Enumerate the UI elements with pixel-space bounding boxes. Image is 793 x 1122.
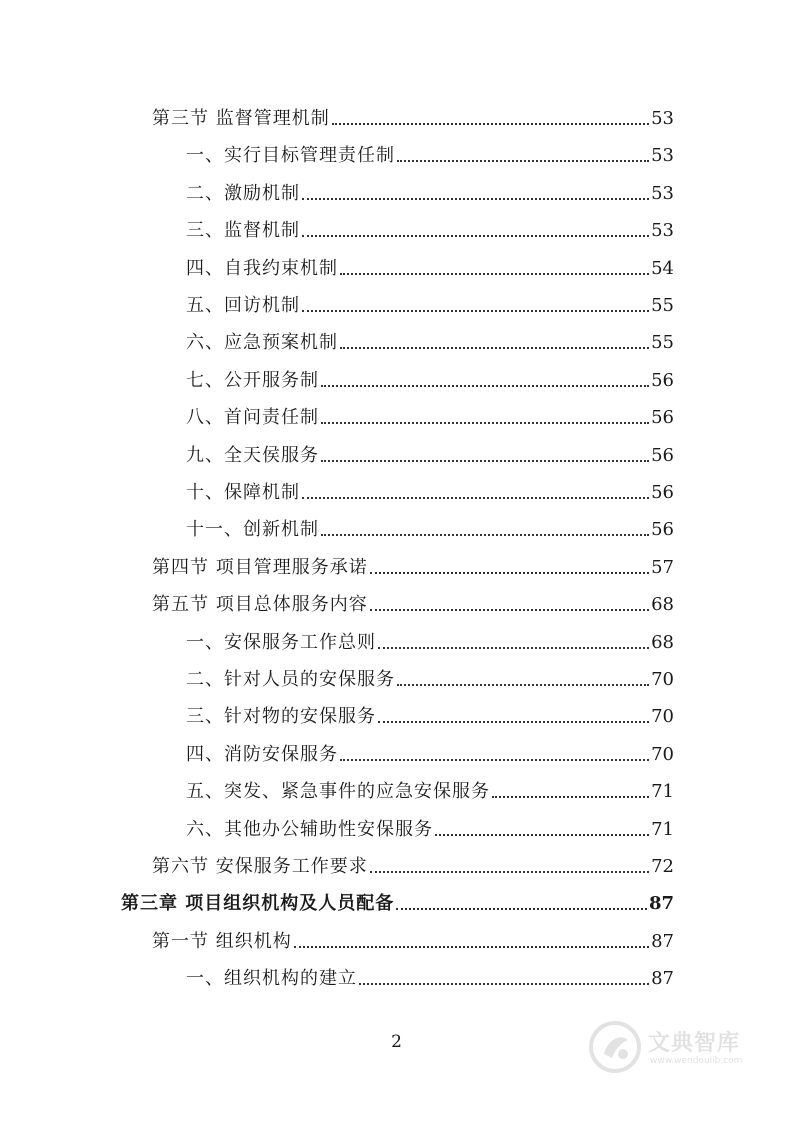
toc-dot-leader bbox=[370, 572, 649, 574]
toc-entry-label: 五、回访机制 bbox=[186, 295, 300, 316]
toc-dot-leader bbox=[378, 647, 649, 649]
toc-entry[interactable] bbox=[186, 966, 674, 992]
toc-entry-label: 第四节 项目管理服务承诺 bbox=[152, 556, 368, 578]
toc-entry[interactable] bbox=[186, 667, 674, 693]
toc-entry[interactable] bbox=[186, 293, 674, 319]
toc-entry[interactable] bbox=[186, 443, 674, 469]
toc-entry-label: 二、针对人员的安保服务 bbox=[186, 669, 395, 690]
toc-entry-page: 71 bbox=[651, 818, 674, 840]
toc-dot-leader bbox=[321, 385, 649, 387]
toc-entry-label: 四、消防安保服务 bbox=[186, 743, 338, 765]
toc-dot-leader bbox=[321, 534, 649, 536]
toc-entry[interactable] bbox=[186, 779, 674, 805]
toc-dot-leader bbox=[435, 834, 649, 836]
toc-entry-page: 55 bbox=[651, 332, 674, 354]
toc-entry-label: 三、监督机制 bbox=[186, 220, 300, 242]
toc-entry-label: 六、应急预案机制 bbox=[186, 332, 338, 354]
toc-dot-leader bbox=[397, 160, 649, 162]
toc-entry-label: 五、突发、紧急事件的应急安保服务 bbox=[186, 781, 490, 803]
toc-entry[interactable] bbox=[186, 630, 674, 656]
toc-entry[interactable] bbox=[152, 555, 674, 581]
toc-entry-label: 第六节 安保服务工作要求 bbox=[152, 856, 368, 877]
toc-entry-page: 56 bbox=[651, 369, 674, 391]
toc-entry[interactable] bbox=[186, 218, 674, 244]
toc-entry[interactable] bbox=[186, 517, 674, 543]
toc-dot-leader bbox=[370, 871, 649, 873]
toc-entry-label: 八、首问责任制 bbox=[186, 407, 319, 429]
toc-entry-page: 70 bbox=[651, 743, 674, 765]
toc-entry[interactable] bbox=[186, 368, 674, 394]
toc-entry[interactable] bbox=[186, 143, 674, 169]
toc-dot-leader bbox=[378, 721, 649, 723]
toc-entry-label: 第三节 监督管理机制 bbox=[152, 108, 330, 129]
toc-entry[interactable] bbox=[186, 181, 674, 207]
toc-entry-page: 87 bbox=[651, 930, 674, 952]
toc-entry-page: 87 bbox=[648, 893, 674, 915]
toc-entry-label: 一、安保服务工作总则 bbox=[186, 631, 376, 653]
toc-entry-label: 一、组织机构的建立 bbox=[186, 968, 357, 990]
toc-entry-label: 九、全天侯服务 bbox=[186, 444, 319, 466]
toc-entry-page: 56 bbox=[651, 519, 674, 541]
toc-entry-page: 54 bbox=[651, 257, 674, 279]
toc-entry-page: 71 bbox=[651, 781, 674, 803]
toc-entry-page: 53 bbox=[651, 145, 674, 167]
watermark-url: www.wendoulib.com bbox=[650, 1056, 743, 1066]
toc-entry-label: 第三章 项目组织机构及人员配备 bbox=[121, 893, 395, 915]
page-number: 2 bbox=[391, 1032, 402, 1052]
toc-dot-leader bbox=[397, 684, 649, 686]
toc-dot-leader bbox=[340, 759, 649, 761]
toc-dot-leader bbox=[370, 609, 649, 611]
toc-entry-page: 56 bbox=[651, 482, 674, 503]
toc-entry-label: 六、其他办公辅助性安保服务 bbox=[186, 818, 433, 840]
toc-entry[interactable] bbox=[186, 405, 674, 431]
toc-dot-leader bbox=[332, 123, 649, 125]
toc-dot-leader bbox=[302, 310, 649, 312]
toc-dot-leader bbox=[294, 946, 649, 948]
toc-entry-page: 53 bbox=[651, 220, 674, 242]
toc-entry-label: 十、保障机制 bbox=[186, 482, 300, 503]
toc-dot-leader bbox=[359, 983, 649, 985]
toc-entry-page: 70 bbox=[651, 669, 674, 690]
toc-entry[interactable] bbox=[121, 891, 674, 917]
toc-dot-leader bbox=[321, 460, 649, 462]
toc-entry[interactable] bbox=[186, 704, 674, 730]
toc-entry[interactable] bbox=[186, 330, 674, 356]
toc-entry-page: 53 bbox=[651, 182, 674, 204]
toc-entry-page: 68 bbox=[651, 594, 674, 616]
toc-entry-page: 72 bbox=[651, 856, 674, 877]
toc-entry-page: 56 bbox=[651, 444, 674, 466]
toc-dot-leader bbox=[302, 198, 649, 200]
toc-entry-page: 53 bbox=[651, 108, 674, 129]
toc-entry[interactable] bbox=[186, 480, 674, 506]
toc-entry-page: 68 bbox=[651, 631, 674, 653]
toc-dot-leader bbox=[340, 273, 649, 275]
watermark-title: 文典智库 bbox=[648, 1031, 741, 1056]
toc-dot-leader bbox=[340, 347, 649, 349]
toc-entry-page: 70 bbox=[651, 706, 674, 728]
toc-dot-leader bbox=[302, 235, 649, 237]
toc-entry[interactable] bbox=[186, 817, 674, 843]
toc-entry[interactable] bbox=[152, 929, 674, 955]
toc-entry[interactable] bbox=[152, 106, 674, 132]
toc-dot-leader bbox=[396, 908, 647, 910]
watermark-logo-icon bbox=[588, 1020, 642, 1074]
toc-entry-page: 87 bbox=[651, 968, 674, 990]
toc-entry-label: 三、针对物的安保服务 bbox=[186, 706, 376, 728]
toc-entry-label: 第一节 组织机构 bbox=[152, 930, 292, 952]
watermark bbox=[588, 1018, 758, 1078]
toc-entry[interactable] bbox=[152, 854, 674, 880]
toc-entry[interactable] bbox=[152, 592, 674, 618]
toc-entry-label: 第五节 项目总体服务内容 bbox=[152, 594, 368, 616]
toc-entry[interactable] bbox=[186, 256, 674, 282]
toc-entry-label: 十一、创新机制 bbox=[186, 519, 319, 541]
toc-dot-leader bbox=[302, 497, 649, 499]
toc-entry-page: 57 bbox=[651, 556, 674, 578]
toc-entry-page: 56 bbox=[651, 407, 674, 429]
toc-entry-label: 二、激励机制 bbox=[186, 182, 300, 204]
toc-entry-label: 七、公开服务制 bbox=[186, 369, 319, 391]
toc-entry-label: 一、实行目标管理责任制 bbox=[186, 145, 395, 167]
toc-entry-page: 55 bbox=[651, 295, 674, 316]
toc-entry[interactable] bbox=[186, 742, 674, 768]
toc-entry-label: 四、自我约束机制 bbox=[186, 257, 338, 279]
toc-dot-leader bbox=[321, 422, 649, 424]
toc-dot-leader bbox=[492, 796, 649, 798]
